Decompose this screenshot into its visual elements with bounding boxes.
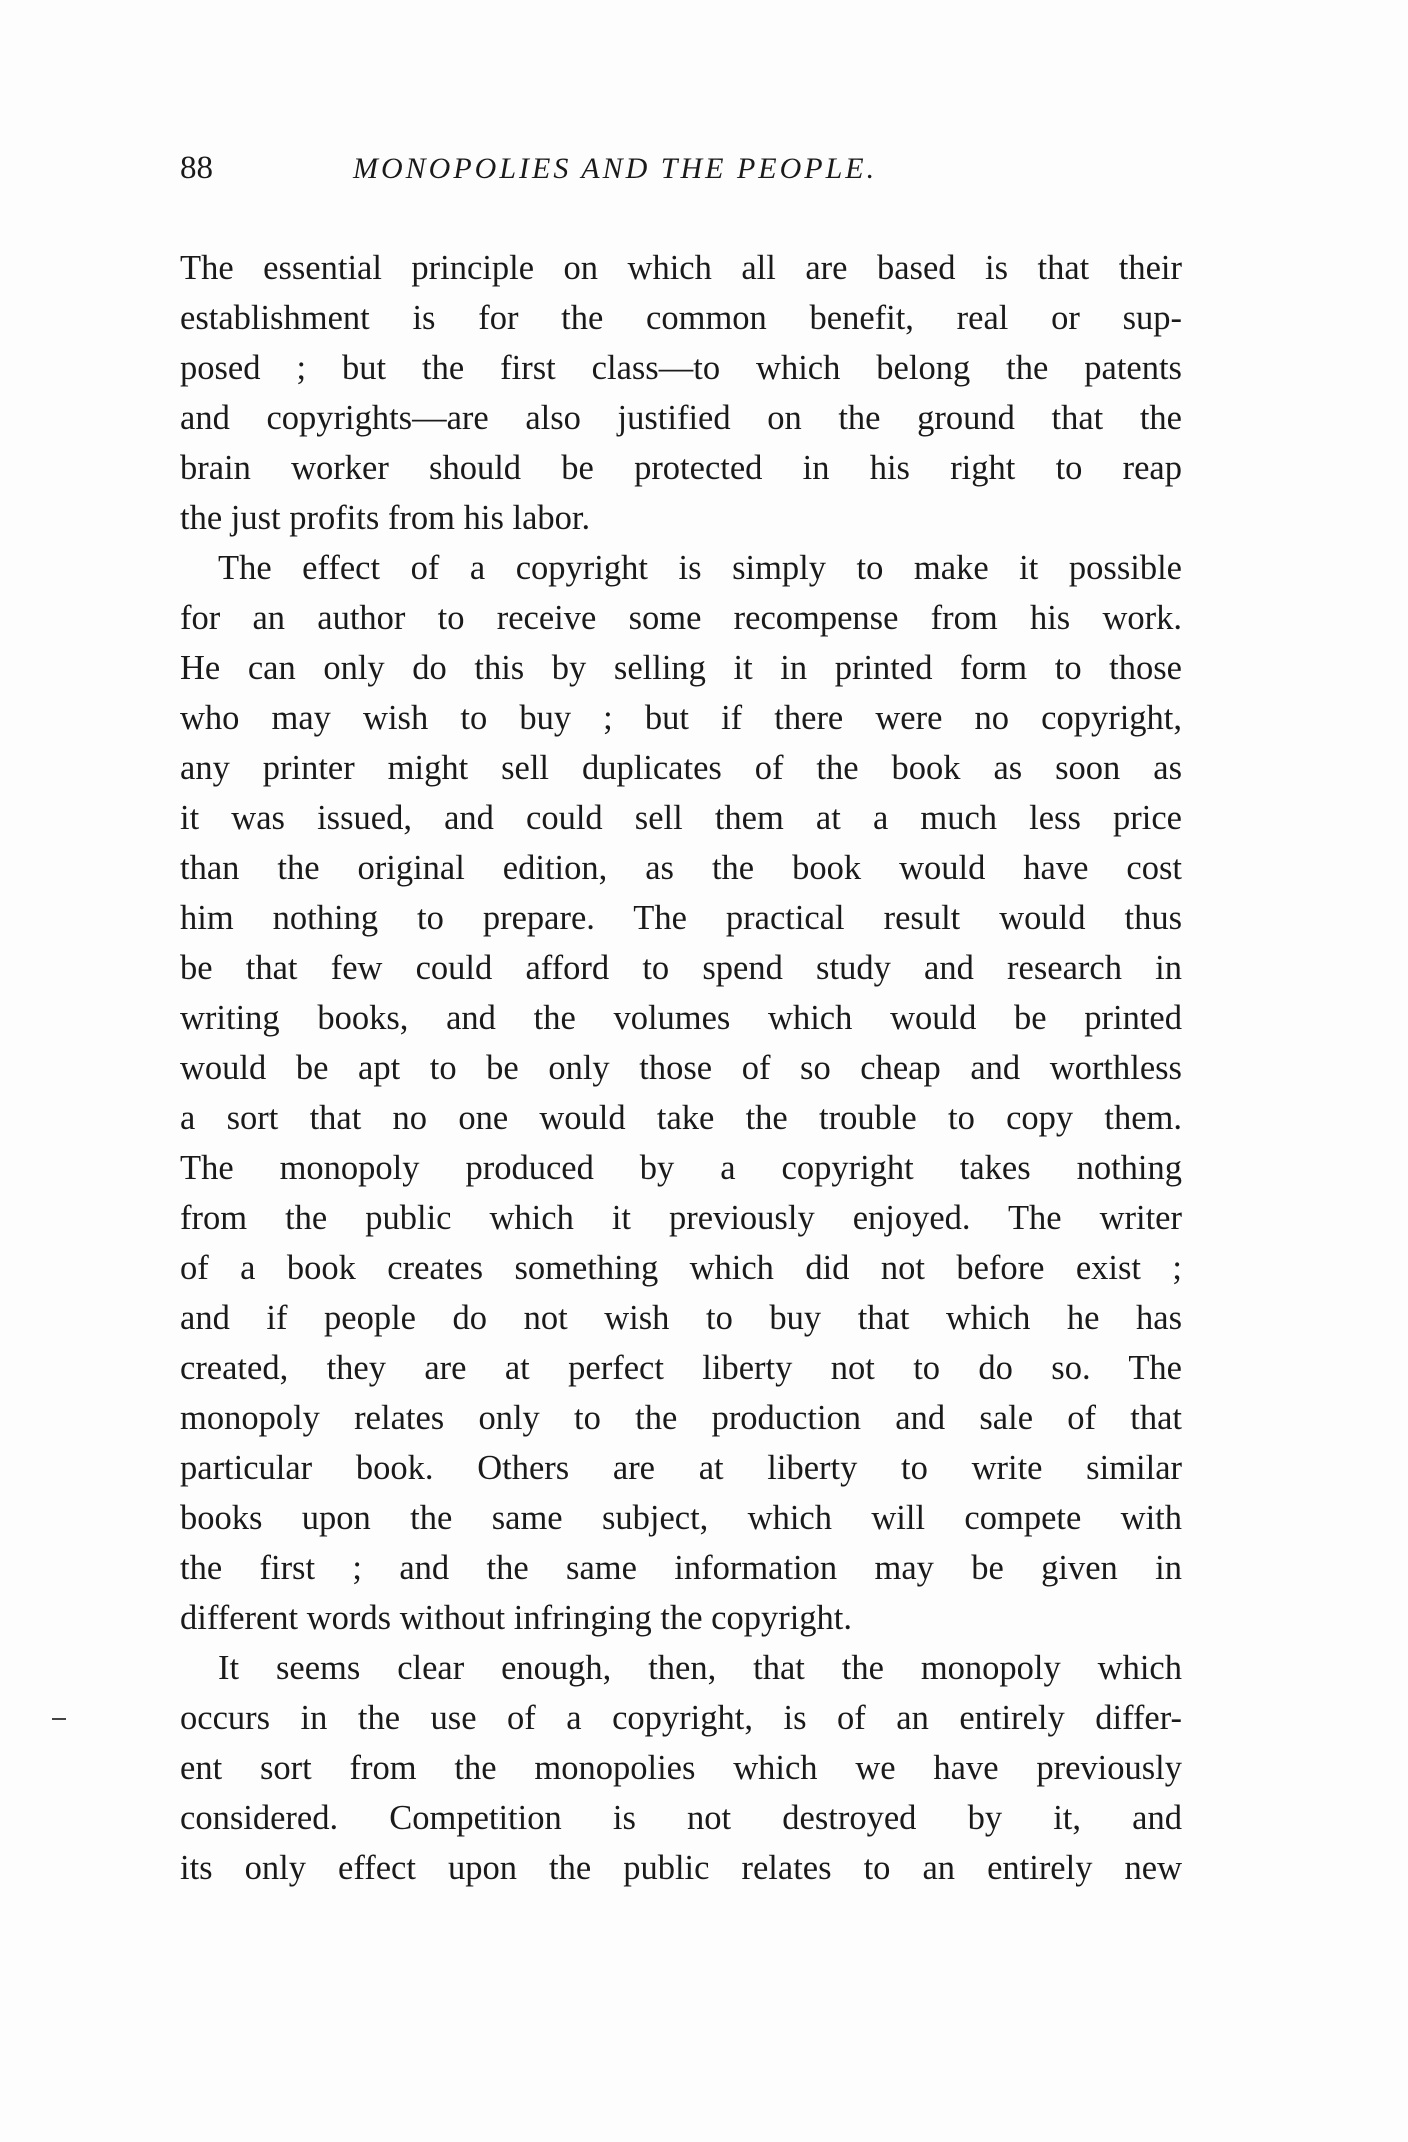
running-title: MONOPOLIES AND THE PEOPLE. bbox=[353, 152, 878, 185]
text-line: the just profits from his labor. bbox=[180, 499, 591, 537]
page-header bbox=[180, 150, 1180, 200]
text-line: him nothing to prepare. The practical result would thus bbox=[180, 899, 1182, 937]
text-line: created, they are at perfect liberty not to do so. The bbox=[180, 1349, 1182, 1387]
text-line: He can only do this by selling it in printed form to those bbox=[180, 649, 1182, 687]
page-number: 88 bbox=[180, 150, 213, 186]
text-line: and if people do not wish to buy that which he has bbox=[180, 1299, 1182, 1337]
text-line: would be apt to be only those of so cheap and worthless bbox=[180, 1049, 1182, 1087]
text-line: The monopoly produced by a copyright takes nothing bbox=[180, 1149, 1182, 1187]
text-line: than the original edition, as the book would have cost bbox=[180, 849, 1182, 887]
margin-mark bbox=[52, 1718, 66, 1720]
text-line: the first ; and the same information may be given in bbox=[180, 1549, 1182, 1587]
text-line: monopoly relates only to the production and sale of that bbox=[180, 1399, 1182, 1437]
text-line: its only effect upon the public relates to an entirely new bbox=[180, 1849, 1182, 1887]
text-line: brain worker should be protected in his right to reap bbox=[180, 449, 1182, 487]
text-line: it was issued, and could sell them at a much less price bbox=[180, 799, 1182, 837]
text-line: The effect of a copyright is simply to make it possible bbox=[218, 549, 1182, 587]
text-line: be that few could afford to spend study and research in bbox=[180, 949, 1182, 987]
text-line: posed ; but the first class—to which belong the patents bbox=[180, 349, 1182, 387]
text-line: establishment is for the common benefit, real or sup- bbox=[180, 299, 1182, 337]
text-line: ent sort from the monopolies which we have previously bbox=[180, 1749, 1182, 1787]
text-line: considered. Competition is not destroyed by it, and bbox=[180, 1799, 1182, 1837]
text-line: for an author to receive some recompense from his work. bbox=[180, 599, 1182, 637]
text-line: books upon the same subject, which will compete with bbox=[180, 1499, 1182, 1537]
text-line: from the public which it previously enjoyed. The writer bbox=[180, 1199, 1182, 1237]
text-line: particular book. Others are at liberty to write similar bbox=[180, 1449, 1182, 1487]
text-line: The essential principle on which all are based is that their bbox=[180, 249, 1182, 287]
text-line: and copyrights—are also justified on the ground that the bbox=[180, 399, 1182, 437]
text-line: different words without infringing the copyright. bbox=[180, 1599, 852, 1637]
text-line: any printer might sell duplicates of the book as soon as bbox=[180, 749, 1182, 787]
text-line: writing books, and the volumes which would be printed bbox=[180, 999, 1182, 1037]
text-line: It seems clear enough, then, that the monopoly which bbox=[218, 1649, 1182, 1687]
text-line: a sort that no one would take the trouble to copy them. bbox=[180, 1099, 1182, 1137]
text-line: who may wish to buy ; but if there were no copyright, bbox=[180, 699, 1182, 737]
text-line: occurs in the use of a copyright, is of an entirely differ- bbox=[180, 1699, 1182, 1737]
body-text bbox=[180, 243, 1182, 1893]
text-line: of a book creates something which did not before exist ; bbox=[180, 1249, 1182, 1287]
